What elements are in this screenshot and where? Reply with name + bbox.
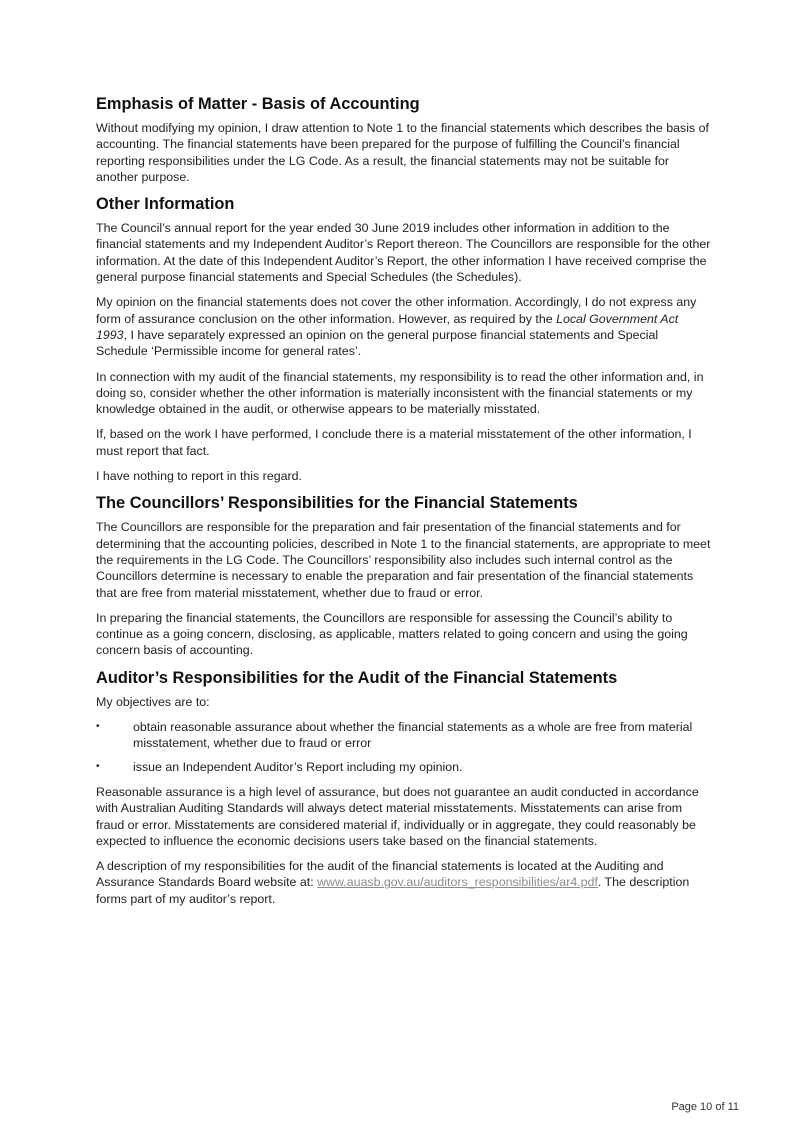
paragraph: The Councillors are responsible for the preparation and fair presentation of the financial statements and for determining that the accounting policies, described in Note 1 to the financial statements, are appropriate to meet the requirements in the LG Code. The Councillors’ responsibility also includes such internal control as the Councillors determine is necessary to enable the preparation and fair presentation of the financial statements that are free from material misstatement, whether due to fraud or error. (96, 520, 711, 600)
paragraph (96, 294, 712, 359)
list-item-text: obtain reasonable assurance about whether the financial statements as a whole are free from material misstatement, whether due to fraud or error (133, 720, 693, 751)
section-heading: Auditor’s Responsibilities for the Audit of the Financial Statements (96, 668, 618, 687)
text-run: My opinion on the financial statements does not cover the other information. Accordingly, I do not express any form of assurance conclusion on the other information. However, as required by the (96, 295, 697, 326)
paragraph: Without modifying my opinion, I draw attention to Note 1 to the financial statements which describes the basis of accounting. The financial statements have been prepared for the purpose of fulfilling the Council’s financial reporting responsibilities under the LG Code. As a result, the financial statements may not be suitable for another purpose. (96, 121, 709, 184)
list-item-text: issue an Independent Auditor’s Report including my opinion. (133, 759, 463, 774)
section-auditor-responsibilities (96, 668, 712, 907)
section-councillors-responsibilities (96, 493, 712, 658)
section-heading: Other Information (96, 195, 235, 214)
paragraph: If, based on the work I have performed, I conclude there is a material misstatement of the other information, I must report that fact. (96, 427, 692, 458)
text-run: . The description forms part of my auditor’s report. (96, 875, 690, 906)
section-heading: Emphasis of Matter - Basis of Accounting (96, 95, 420, 113)
paragraph: Reasonable assurance is a high level of assurance, but does not guarantee an audit conducted in accordance with Australian Auditing Standards will always detect material misstatements. Misstatements can arise from fraud or error. Misstatements are considered material if, individually or in aggregate, they could reasonably be expected to influence the economic decisions users take based on the financial statements. (96, 784, 699, 848)
section-other-information (96, 194, 712, 484)
section-heading: The Councillors’ Responsibilities for the Financial Statements (96, 494, 578, 513)
paragraph: My objectives are to: (96, 694, 210, 709)
page-content (96, 94, 712, 916)
paragraph: The Council’s annual report for the year ended 30 June 2019 includes other information in addition to the financial statements and my Independent Auditor’s Report thereon. The Councillors are responsible for the other information. At the date of this Independent Auditor’s Report, the other information I have received comprise the general purpose financial statements and Special Schedules (the Schedules). (96, 221, 711, 285)
paragraph: I have nothing to report in this regard. (96, 469, 302, 484)
paragraph (96, 858, 712, 907)
list-item (96, 759, 712, 775)
bullet-icon: • (96, 760, 100, 772)
act-title: Local Government Act 1993 (96, 311, 679, 342)
auasb-link[interactable]: www.auasb.gov.au/auditors_responsibilities/ar4.pdf (317, 875, 598, 890)
section-emphasis-of-matter (96, 94, 712, 185)
paragraph: In preparing the financial statements, the Councillors are responsible for assessing the Council’s ability to continue as a going concern, disclosing, as applicable, matters related to going concern and using the going concern basis of accounting. (96, 610, 688, 658)
text-run: A description of my responsibilities for the audit of the financial statements is located at the Auditing and Assurance Standards Board website at: (96, 859, 664, 890)
bullet-icon: • (96, 721, 100, 733)
text-run: , I have separately expressed an opinion on the general purpose financial statements and Special Schedule ‘Permissible income for general rates’. (96, 327, 659, 359)
objectives-list (96, 719, 712, 775)
paragraph: In connection with my audit of the financial statements, my responsibility is to read the other information and, in doing so, consider whether the other information is materially inconsistent with the financial statements or my knowledge obtained in the audit, or otherwise appears to be materially misstated. (96, 369, 704, 417)
page-number: Page 10 of 11 (671, 1101, 739, 1113)
list-item (96, 719, 712, 752)
